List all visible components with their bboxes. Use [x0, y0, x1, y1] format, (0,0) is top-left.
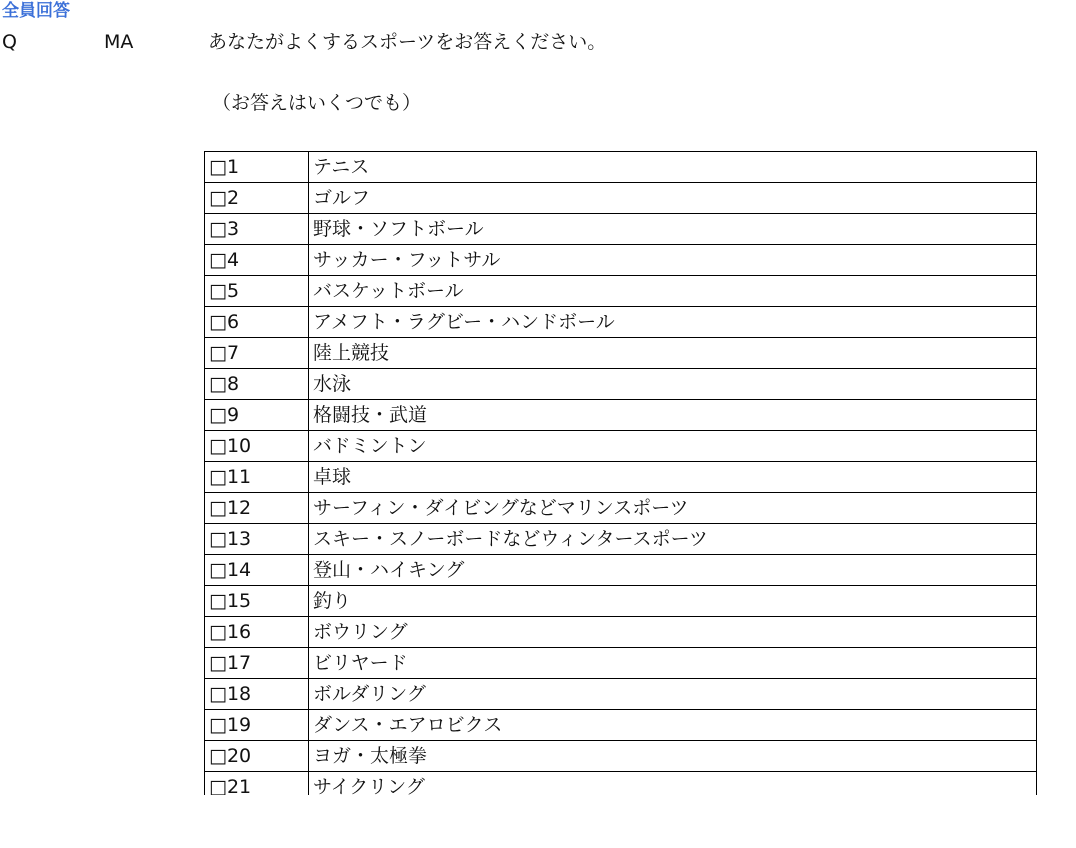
option-row[interactable] [205, 245, 1037, 276]
option-label: 水泳 [309, 369, 1037, 400]
option-label: ゴルフ [309, 183, 1037, 214]
option-row[interactable] [205, 586, 1037, 617]
option-checkbox-number[interactable]: □20 [205, 741, 309, 772]
option-label: サッカー・フットサル [309, 245, 1037, 276]
option-checkbox-number[interactable]: □18 [205, 679, 309, 710]
options-table [204, 151, 1037, 795]
option-row[interactable] [205, 648, 1037, 679]
option-label: ダンス・エアロビクス [309, 710, 1037, 741]
option-row[interactable] [205, 710, 1037, 741]
option-row[interactable] [205, 741, 1037, 772]
option-row[interactable] [205, 338, 1037, 369]
option-checkbox-number[interactable]: □3 [205, 214, 309, 245]
option-checkbox-number[interactable]: □5 [205, 276, 309, 307]
option-label: スキー・スノーボードなどウィンタースポーツ [309, 524, 1037, 555]
option-row[interactable] [205, 369, 1037, 400]
option-checkbox-number[interactable]: □1 [205, 152, 309, 183]
option-row[interactable] [205, 679, 1037, 710]
option-label: サイクリング [309, 772, 1037, 796]
options-table-container [204, 151, 1037, 795]
question-id: Q [2, 31, 17, 53]
option-label: ビリヤード [309, 648, 1037, 679]
option-row[interactable] [205, 772, 1037, 796]
option-checkbox-number[interactable]: □21 [205, 772, 309, 796]
option-row[interactable] [205, 617, 1037, 648]
option-label: ボウリング [309, 617, 1037, 648]
option-label: 登山・ハイキング [309, 555, 1037, 586]
option-row[interactable] [205, 524, 1037, 555]
option-label: サーフィン・ダイビングなどマリンスポーツ [309, 493, 1037, 524]
option-checkbox-number[interactable]: □19 [205, 710, 309, 741]
option-row[interactable] [205, 152, 1037, 183]
option-label: バスケットボール [309, 276, 1037, 307]
question-type: MA [104, 31, 134, 53]
option-row[interactable] [205, 214, 1037, 245]
option-row[interactable] [205, 400, 1037, 431]
option-label: 陸上競技 [309, 338, 1037, 369]
section-label: 全員回答 [2, 1, 70, 21]
option-checkbox-number[interactable]: □12 [205, 493, 309, 524]
option-checkbox-number[interactable]: □10 [205, 431, 309, 462]
option-label: 釣り [309, 586, 1037, 617]
options-table-body [205, 152, 1037, 796]
option-checkbox-number[interactable]: □4 [205, 245, 309, 276]
option-label: ヨガ・太極拳 [309, 741, 1037, 772]
option-checkbox-number[interactable]: □17 [205, 648, 309, 679]
option-label: ボルダリング [309, 679, 1037, 710]
option-row[interactable] [205, 493, 1037, 524]
option-label: 格闘技・武道 [309, 400, 1037, 431]
option-row[interactable] [205, 555, 1037, 586]
option-label: バドミントン [309, 431, 1037, 462]
option-label: 卓球 [309, 462, 1037, 493]
option-checkbox-number[interactable]: □2 [205, 183, 309, 214]
option-row[interactable] [205, 183, 1037, 214]
option-checkbox-number[interactable]: □15 [205, 586, 309, 617]
option-checkbox-number[interactable]: □14 [205, 555, 309, 586]
option-checkbox-number[interactable]: □13 [205, 524, 309, 555]
option-label: 野球・ソフトボール [309, 214, 1037, 245]
option-checkbox-number[interactable]: □7 [205, 338, 309, 369]
option-checkbox-number[interactable]: □6 [205, 307, 309, 338]
option-label: テニス [309, 152, 1037, 183]
option-row[interactable] [205, 307, 1037, 338]
option-row[interactable] [205, 462, 1037, 493]
option-label: アメフト・ラグビー・ハンドボール [309, 307, 1037, 338]
option-checkbox-number[interactable]: □8 [205, 369, 309, 400]
option-row[interactable] [205, 276, 1037, 307]
question-note: （お答えはいくつでも） [212, 92, 422, 114]
option-row[interactable] [205, 431, 1037, 462]
option-checkbox-number[interactable]: □9 [205, 400, 309, 431]
option-checkbox-number[interactable]: □16 [205, 617, 309, 648]
question-text: あなたがよくするスポーツをお答えください。 [208, 31, 607, 53]
option-checkbox-number[interactable]: □11 [205, 462, 309, 493]
